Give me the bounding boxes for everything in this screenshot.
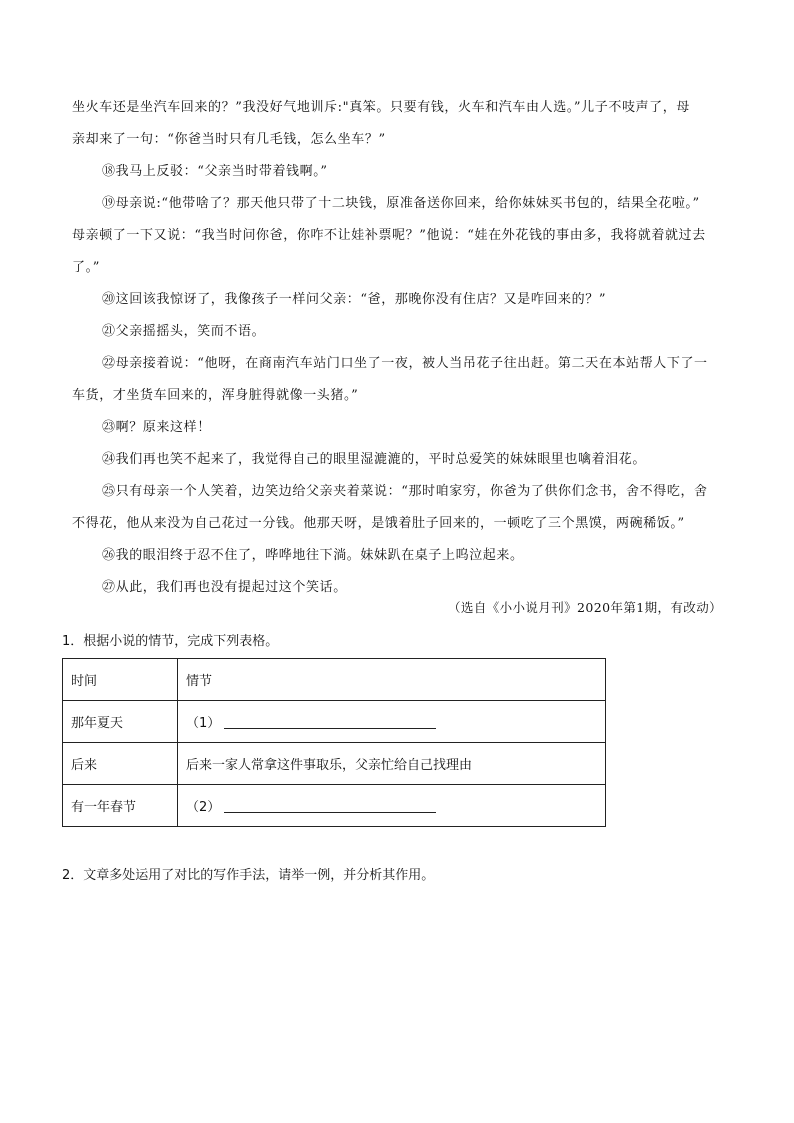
question-1-prompt: 1．根据小说的情节，完成下列表格。	[62, 634, 279, 649]
paragraph-27: ㉗从此，我们再也没有提起过这个笑话。	[102, 580, 347, 595]
paragraph-26: ㉖我的眼泪终于忍不住了，哗哗地往下淌。妹妹趴在桌子上呜泣起来。	[102, 548, 524, 563]
table-row	[63, 701, 606, 743]
paragraph-19: ⑲母亲说:“他带啥了？那天他只带了十二块钱，原准备送你回来，给你妹妹买书包的，结果全花啦。”	[102, 196, 700, 211]
header-plot: 情节	[178, 659, 606, 701]
table-row	[63, 743, 606, 785]
table-row	[63, 785, 606, 827]
answer-blank-1[interactable]	[224, 714, 436, 729]
passage-line: 坐火车还是坐汽车回来的？”我没好气地训斥:"真笨。只要有钱，火车和汽车由人选。”儿子不吱声了，母	[72, 100, 690, 115]
row-time: 那年夏天	[63, 701, 178, 743]
passage-line: 母亲顿了一下又说：“我当时问你爸，你咋不让娃补票呢？”他说：“娃在外花钱的事由多，我将就着就过去	[72, 228, 706, 243]
paragraph-24: ㉔我们再也笑不起来了，我觉得自己的眼里湿漉漉的，平时总爱笑的妹妹眼里也噙着泪花。	[102, 452, 647, 467]
blank-label: （1）	[186, 716, 221, 731]
answer-blank-2[interactable]	[224, 798, 436, 813]
blank-label: （2）	[186, 800, 221, 815]
paragraph-22: ㉒母亲接着说：“他呀，在商南汽车站门口坐了一夜，被人当吊花子往出赶。第二天在本站帮人下了一	[102, 356, 708, 371]
paragraph-21: ㉑父亲摇摇头，笑而不语。	[102, 324, 266, 339]
row-plot: 后来一家人常拿这件事取乐，父亲忙给自己找理由	[178, 743, 606, 785]
header-time: 时间	[63, 659, 178, 701]
row-plot	[178, 785, 606, 827]
row-time: 后来	[63, 743, 178, 785]
source-citation: （选自《小小说月刊》2020年第1期，有改动）	[448, 600, 722, 615]
passage-line: 不得花，他从来没为自己花过一分钱。他那天呀，是饿着肚子回来的，一顿吃了三个黑馍，两碗稀饭。”	[72, 516, 685, 531]
passage-line: 车货，才坐货车回来的，浑身脏得就像一头猪。”	[72, 388, 359, 403]
table-header-row	[63, 659, 606, 701]
paragraph-23: ㉓啊？原来这样！	[102, 420, 211, 435]
question-2-prompt: 2．文章多处运用了对比的写作手法，请举一例，并分析其作用。	[62, 868, 435, 883]
paragraph-25: ㉕只有母亲一个人笑着，边笑边给父亲夹着菜说：“那时咱家穷，你爸为了供你们念书，舍不得吃，舍	[102, 484, 708, 499]
passage-line: 亲却来了一句：“你爸当时只有几毛钱，怎么坐车？”	[72, 132, 386, 147]
paragraph-18: ⑱我马上反驳：“父亲当时带着钱啊。”	[102, 164, 328, 179]
passage-line: 了。”	[72, 260, 100, 275]
row-time: 有一年春节	[63, 785, 178, 827]
plot-table	[62, 658, 606, 827]
row-plot	[178, 701, 606, 743]
paragraph-20: ⑳这回该我惊讶了，我像孩子一样问父亲：“爸，那晚你没有住店？又是咋回来的？”	[102, 292, 607, 307]
